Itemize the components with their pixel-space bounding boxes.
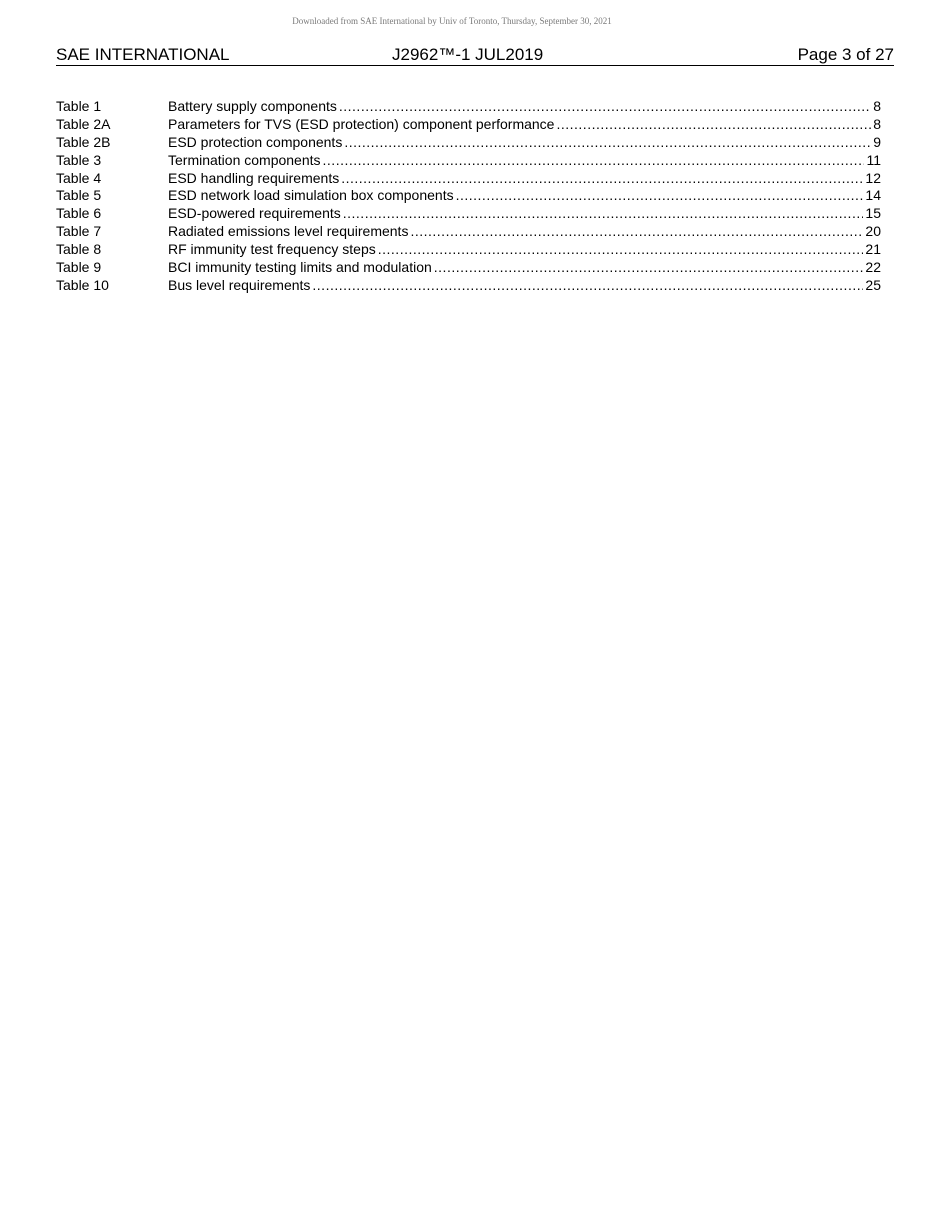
toc-table-title: Termination components bbox=[168, 151, 321, 168]
toc-page-number: 22 bbox=[865, 259, 881, 276]
toc-row[interactable] bbox=[56, 205, 881, 223]
toc-table-title: Battery supply components bbox=[168, 98, 337, 114]
toc-table-title: Parameters for TVS (ESD protection) component performance bbox=[168, 115, 555, 132]
header-organization: SAE INTERNATIONAL bbox=[56, 45, 230, 64]
toc-row[interactable] bbox=[56, 170, 881, 188]
list-of-tables bbox=[56, 98, 881, 295]
toc-table-number: Table 5 bbox=[56, 187, 102, 204]
toc-table-title: ESD handling requirements bbox=[168, 169, 340, 186]
toc-table-number: Table 7 bbox=[56, 223, 102, 240]
toc-table-title: Radiated emissions level requirements bbox=[168, 223, 409, 240]
toc-table-title: BCI immunity testing limits and modulation bbox=[168, 259, 432, 276]
toc-page-number: 20 bbox=[865, 223, 881, 240]
toc-table-number: Table 2A bbox=[56, 115, 111, 132]
toc-page-number: 9 bbox=[873, 133, 881, 150]
toc-leader-dots bbox=[339, 98, 871, 116]
download-watermark: Downloaded from SAE International by Univ of Toronto, Thursday, September 30, 2021 bbox=[292, 16, 612, 26]
toc-page-number: 21 bbox=[865, 241, 881, 258]
toc-row[interactable] bbox=[56, 241, 881, 259]
toc-page-number: 12 bbox=[865, 169, 881, 186]
toc-leader-dots bbox=[410, 223, 863, 241]
toc-table-number: Table 10 bbox=[56, 276, 109, 293]
toc-table-title: ESD-powered requirements bbox=[168, 205, 341, 222]
toc-row[interactable] bbox=[56, 187, 881, 205]
toc-page-number: 14 bbox=[865, 187, 881, 204]
toc-page-number: 8 bbox=[873, 115, 881, 132]
toc-row[interactable] bbox=[56, 152, 881, 170]
toc-leader-dots bbox=[434, 259, 864, 277]
toc-table-number: Table 6 bbox=[56, 205, 102, 222]
toc-leader-dots bbox=[341, 170, 863, 188]
toc-table-number: Table 1 bbox=[56, 98, 102, 114]
toc-row[interactable] bbox=[56, 259, 881, 277]
toc-table-number: Table 8 bbox=[56, 241, 102, 258]
toc-table-title: RF immunity test frequency steps bbox=[168, 241, 376, 258]
toc-table-title: ESD network load simulation box components bbox=[168, 187, 454, 204]
toc-page-number: 15 bbox=[865, 205, 881, 222]
toc-page-number: 8 bbox=[873, 98, 881, 114]
toc-row[interactable] bbox=[56, 277, 881, 295]
page-header bbox=[56, 44, 894, 66]
toc-leader-dots bbox=[343, 205, 864, 223]
toc-row[interactable] bbox=[56, 223, 881, 241]
toc-leader-dots bbox=[378, 241, 864, 259]
toc-table-title: ESD protection components bbox=[168, 133, 343, 150]
toc-row[interactable] bbox=[56, 98, 881, 116]
toc-table-number: Table 3 bbox=[56, 151, 102, 168]
toc-row[interactable] bbox=[56, 116, 881, 134]
toc-page-number: 11 bbox=[866, 151, 881, 168]
header-document-id: J2962™-1 JUL2019 bbox=[392, 45, 544, 64]
toc-page-number: 25 bbox=[865, 276, 881, 293]
toc-table-title: Bus level requirements bbox=[168, 276, 311, 293]
toc-leader-dots bbox=[456, 187, 864, 205]
toc-leader-dots bbox=[323, 152, 865, 170]
toc-leader-dots bbox=[556, 116, 871, 134]
toc-table-number: Table 2B bbox=[56, 133, 111, 150]
toc-leader-dots bbox=[312, 277, 863, 295]
toc-table-number: Table 4 bbox=[56, 169, 102, 186]
header-page-number: Page 3 of 27 bbox=[797, 45, 894, 64]
toc-row[interactable] bbox=[56, 134, 881, 152]
toc-leader-dots bbox=[344, 134, 871, 152]
toc-table-number: Table 9 bbox=[56, 259, 102, 276]
